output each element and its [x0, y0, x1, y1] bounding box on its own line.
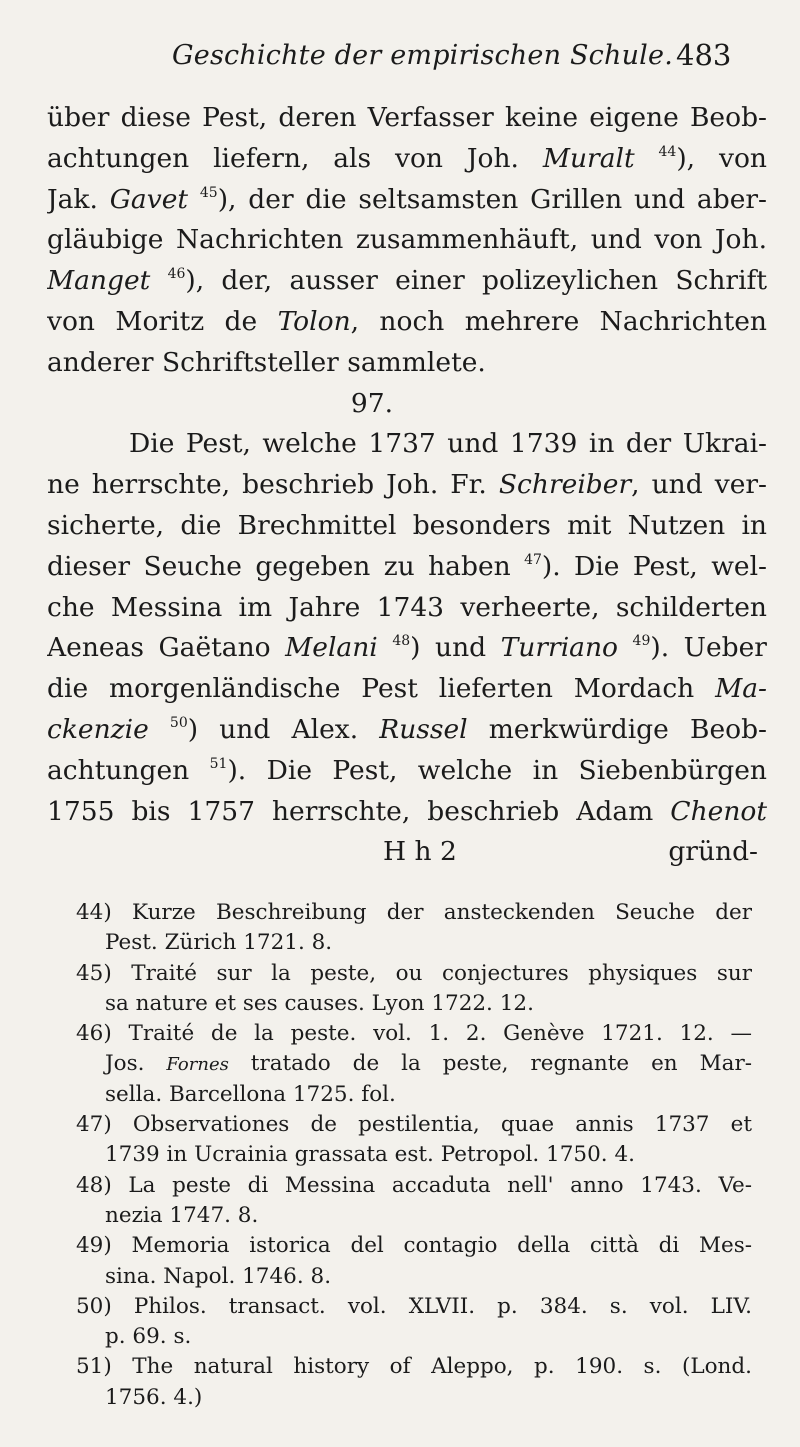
text-line: ne herrschte, beschrieb Joh. Fr. Schreiber, und ver-: [47, 469, 767, 501]
text-line: die morgenländische Pest lieferten Mordach Ma-: [47, 673, 767, 705]
text-line: von Moritz de Tolon, noch mehrere Nachrichten: [47, 305, 767, 337]
text-line: sicherte, die Brechmittel besonders mit Nutzen in: [47, 509, 767, 541]
footnote-51-cont: 1756. 4.): [105, 1384, 203, 1410]
footnote-ref: 47: [524, 551, 542, 568]
author-name: Muralt: [542, 142, 635, 174]
footnote-46-cont: sella. Barcellona 1725. fol.: [105, 1081, 396, 1107]
footnote-44: 44) Kurze Beschreibung der ansteckenden Seuche der: [76, 900, 752, 925]
author-name: Fornes: [166, 1054, 229, 1076]
text-line: Jak. Gavet $^{45}$), der die seltsamsten Grillen und aber-: [47, 183, 767, 215]
text-line: ckenzie $^{50}$) und Alex. Russel merkwürdige Beob-: [47, 713, 767, 745]
footnote-ref: 44: [658, 143, 677, 160]
page-number: 483: [676, 38, 732, 72]
section-number: 97.: [350, 387, 394, 419]
text-line: gläubige Nachrichten zusammenhäuft, und von Joh.: [47, 224, 767, 256]
author-name: Chenot: [670, 795, 767, 827]
footnote-45-cont: sa nature et ses causes. Lyon 1722. 12.: [105, 990, 534, 1016]
footnote-46-cont: Jos. Fornes tratado de la peste, regnante en Mar-: [105, 1051, 752, 1077]
footnote-47: 47) Observationes de pestilentia, quae annis 1737 et: [76, 1112, 752, 1138]
signature-mark: H h 2: [383, 836, 457, 868]
text-line: achtungen liefern, als von Joh. Muralt $^{44}$), von: [47, 142, 767, 174]
author-name: Schreiber: [498, 469, 632, 501]
footnote-45: 45) Traité sur la peste, ou conjectures physiques sur: [76, 960, 752, 986]
text-line: 1755 bis 1757 herrschte, beschrieb Adam Chenot: [47, 795, 767, 827]
text-line: che Messina im Jahre 1743 verheerte, schilderten: [47, 591, 767, 623]
footnote-ref: 49: [632, 633, 651, 650]
author-name: Russel: [379, 713, 468, 745]
footnote-49-cont: sina. Napol. 1746. 8.: [105, 1263, 332, 1289]
running-header: [0, 38, 800, 88]
text-line: über diese Pest, deren Verfasser keine eigene Beob-: [47, 102, 767, 133]
running-title: Geschichte der empirischen Schule.: [172, 40, 673, 71]
text-line: achtungen $^{51}$). Die Pest, welche in Siebenbürgen: [47, 754, 767, 786]
footnote-48: 48) La peste di Messina accaduta nell' anno 1743. Ve-: [76, 1172, 752, 1198]
footnotes: [76, 898, 752, 1413]
footnote-49: 49) Memoria istorica del contagio della città di Mes-: [76, 1233, 752, 1259]
author-name: Tolon: [277, 305, 351, 337]
text-line: Aeneas Gaëtano Melani $^{48}$) und Turriano $^{49}$). Ueber: [47, 632, 767, 664]
author-name: Gavet: [109, 183, 189, 215]
footnote-ref: 51: [209, 755, 228, 772]
text-line: dieser Seuche gegeben zu haben $^{47}$). Die Pest, wel-: [47, 550, 767, 582]
catchword: gründ-: [668, 836, 758, 868]
text-line: anderer Schriftsteller sammlete.: [47, 346, 486, 378]
footnote-ref: 48: [392, 633, 411, 650]
footnote-47-cont: 1739 in Ucrainia grassata est. Petropol. 1750. 4.: [105, 1142, 635, 1168]
footnote-48-cont: nezia 1747. 8.: [105, 1202, 259, 1228]
text-line: Die Pest, welche 1737 und 1739 in der Ukrai-: [129, 428, 767, 460]
author-name: Manget: [47, 265, 151, 297]
main-text: [47, 98, 767, 873]
author-name: Melani: [285, 632, 378, 664]
footnote-ref: 50: [169, 714, 188, 731]
footnote-46: 46) Traité de la peste. vol. 1. 2. Genève 1721. 12. —: [76, 1021, 752, 1047]
footnote-ref: 46: [167, 266, 186, 283]
author-name: ckenzie: [47, 713, 149, 745]
footnote-44-cont: Pest. Zürich 1721. 8.: [105, 930, 333, 956]
footnote-51: 51) The natural history of Aleppo, p. 190. s. (Lond.: [76, 1354, 752, 1380]
author-name: Turriano: [500, 632, 618, 664]
author-name: Ma-: [715, 673, 767, 705]
signature-line: [47, 832, 767, 873]
footnote-ref: 45: [199, 184, 218, 201]
footnote-50: 50) Philos. transact. vol. XLVII. p. 384. s. vol. LIV.: [76, 1293, 752, 1319]
text-line: Manget $^{46}$), der, ausser einer polizeylichen Schrift: [47, 265, 767, 297]
footnote-50-cont: p. 69. s.: [105, 1324, 192, 1350]
